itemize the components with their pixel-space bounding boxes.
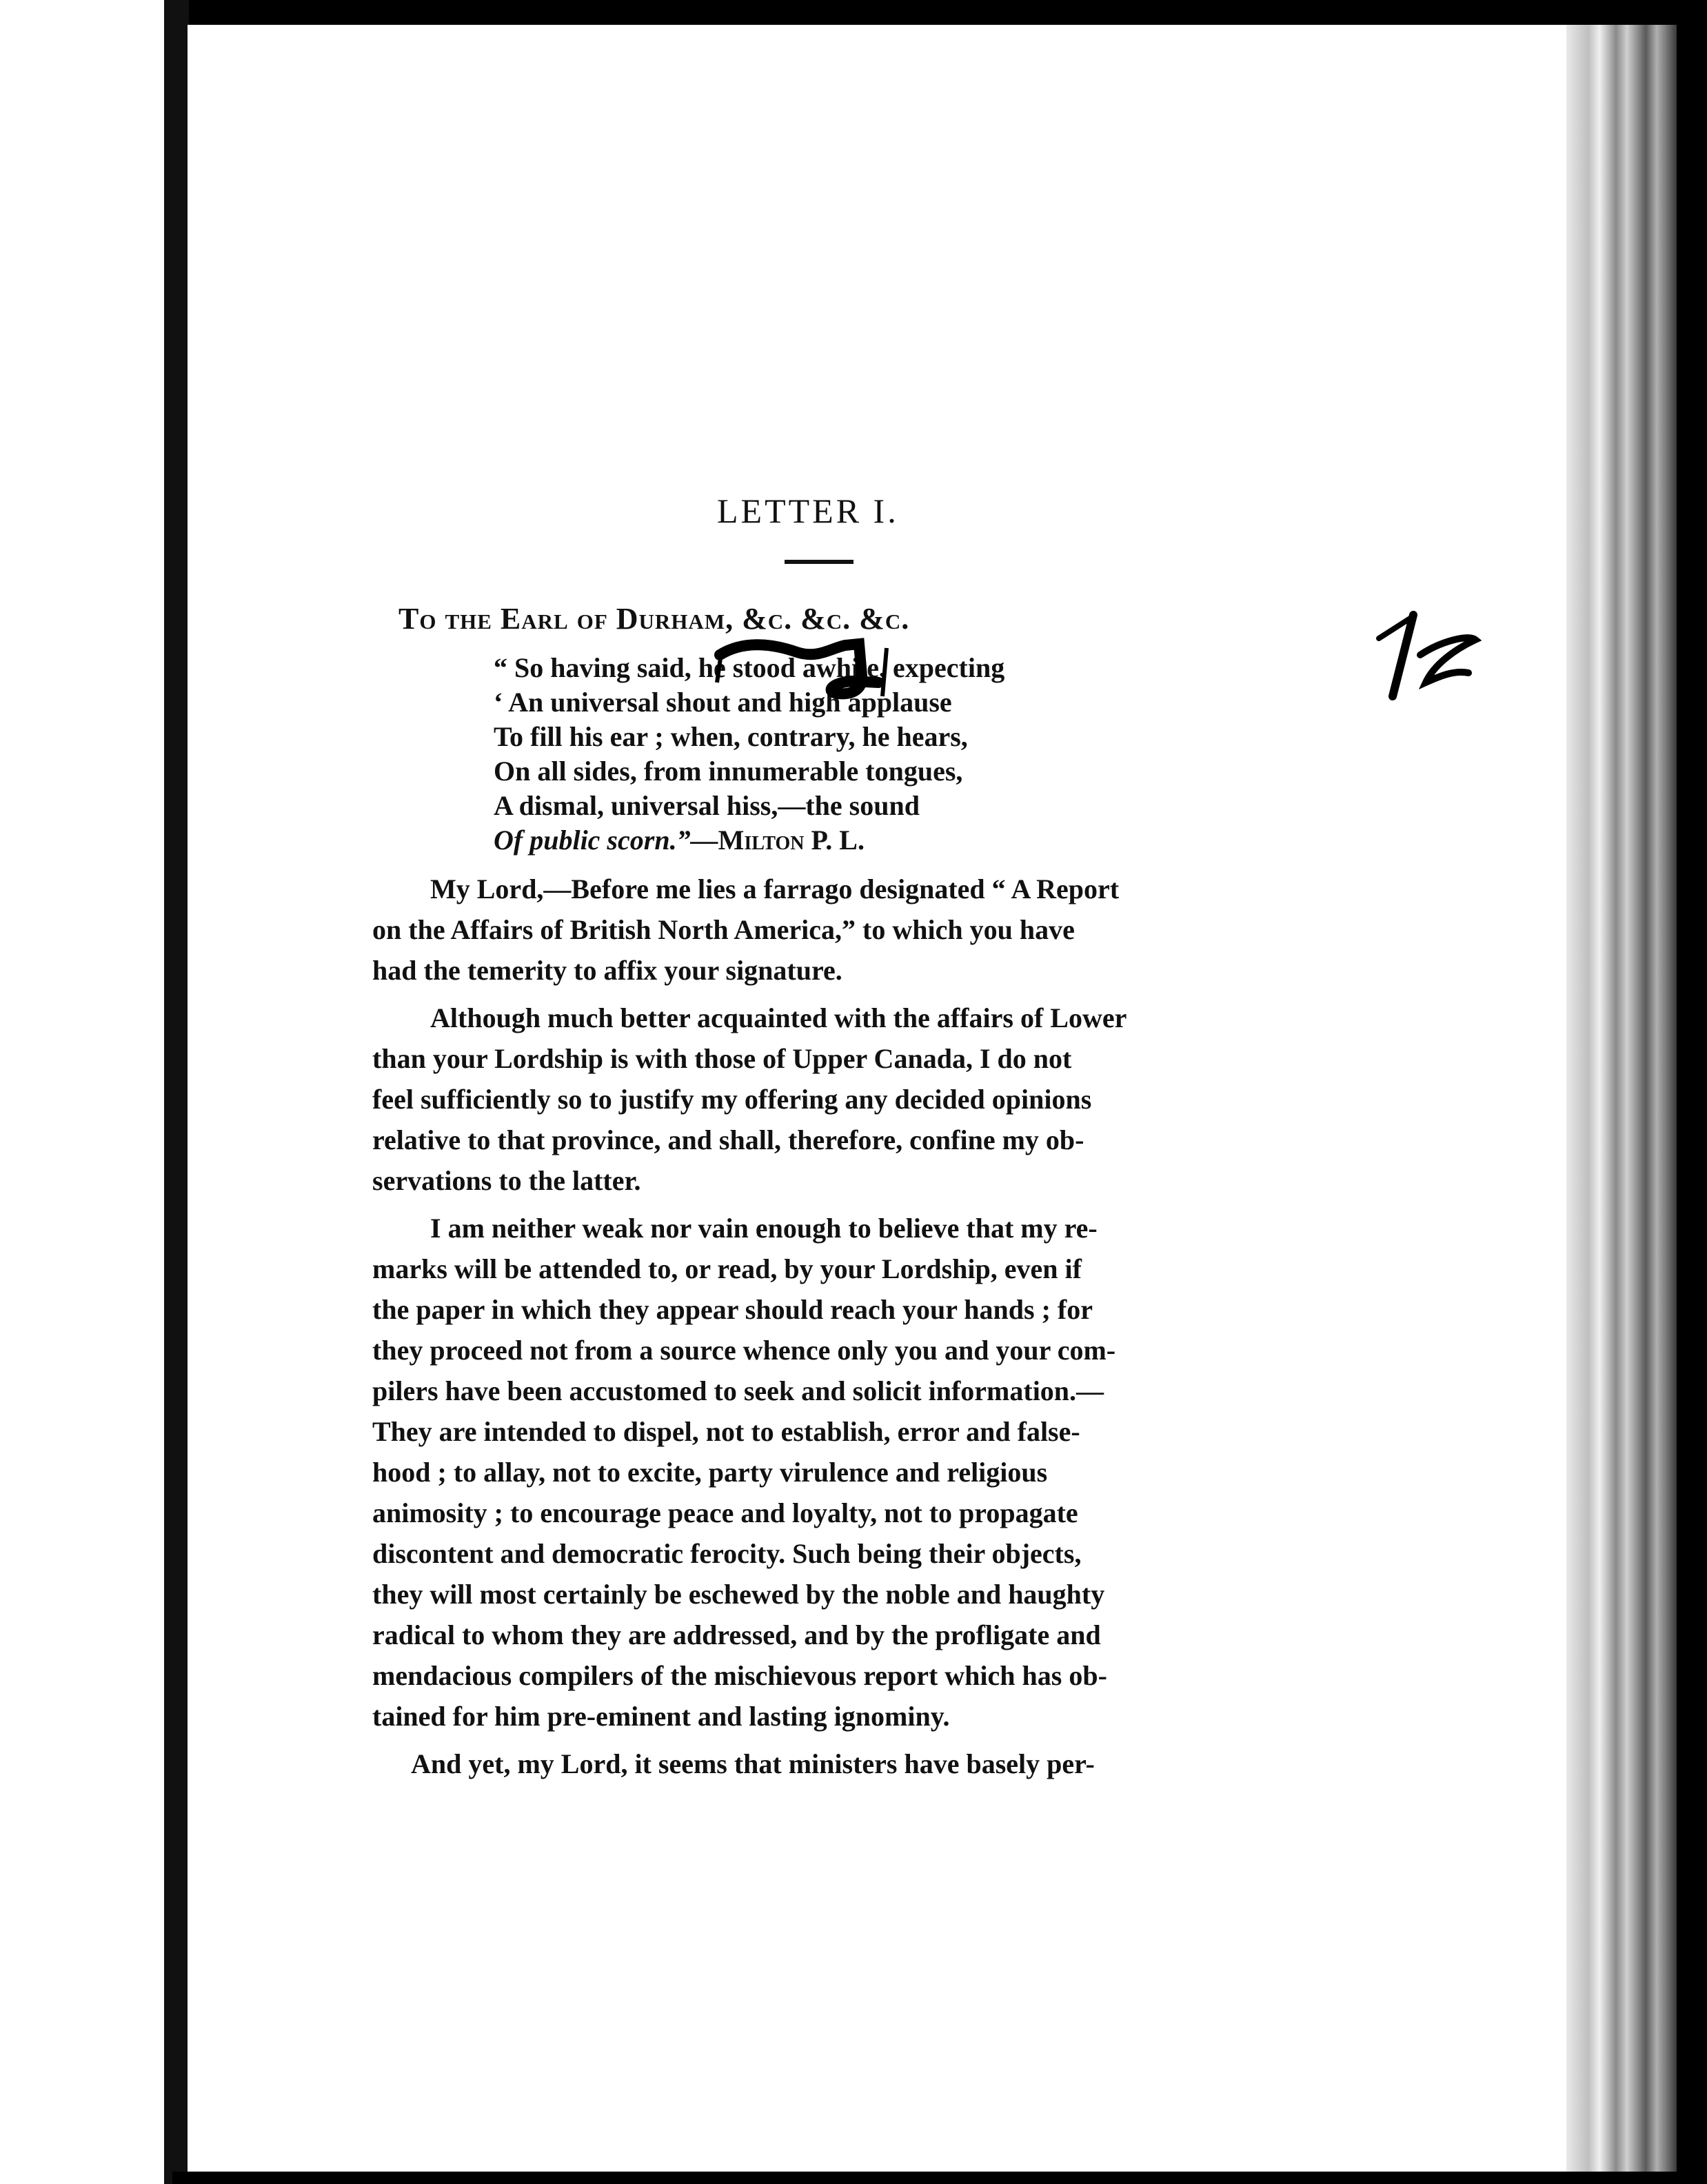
body-line: servations to the latter.: [372, 1165, 641, 1196]
body-line: They are intended to dispel, not to establish, error and false-: [372, 1416, 1080, 1447]
heading-rule: [785, 560, 854, 564]
epigraph-attribution: Milton P. L.: [718, 825, 865, 856]
scan-border-bottom: [172, 2172, 1707, 2184]
body-line: animosity ; to encourage peace and loyalty, not to propagate: [372, 1497, 1078, 1528]
body-line: the paper in which they appear should reach your hands ; for: [372, 1294, 1093, 1325]
epigraph-line: “ So having said, he stood awhile, expecting: [494, 652, 1005, 683]
epigraph-line: ‘ An universal shout and high applause: [494, 687, 952, 718]
letter-heading: LETTER I.: [717, 492, 899, 530]
body-line: on the Affairs of British North America,” to which you have: [372, 914, 1075, 945]
body-line: I am neither weak nor vain enough to believe that my re-: [430, 1213, 1098, 1244]
body-line: radical to whom they are addressed, and by the profligate and: [372, 1619, 1101, 1650]
ink-scribble: [714, 634, 893, 710]
scan-border-top: [172, 0, 1707, 26]
body-line: feel sufficiently so to justify my offering any decided opinions: [372, 1084, 1092, 1115]
body-line: mendacious compilers of the mischievous report which has ob-: [372, 1660, 1107, 1691]
body-line: than your Lordship is with those of Upper Canada, I do not: [372, 1043, 1072, 1074]
body-line: My Lord,—Before me lies a farrago designated “ A Report: [430, 873, 1120, 904]
epigraph-line: Of public scorn.”—: [494, 825, 718, 856]
book-gutter: [164, 0, 189, 2184]
scan-border-right: [1677, 0, 1707, 2184]
body-line: had the temerity to affix your signature.: [372, 955, 842, 986]
page-stack-edge: [1566, 25, 1677, 2176]
body-line: they proceed not from a source whence only you and your com-: [372, 1335, 1116, 1366]
epigraph-line: On all sides, from innumerable tongues,: [494, 756, 963, 787]
body-line: And yet, my Lord, it seems that ministers have basely per-: [411, 1748, 1095, 1779]
facing-page-edge: [0, 0, 172, 2184]
epigraph-last-line: [494, 823, 1004, 858]
body-line: pilers have been accustomed to seek and solicit information.—: [372, 1375, 1104, 1406]
body-line: hood ; to allay, not to excite, party virulence and religious: [372, 1457, 1048, 1488]
body-line: relative to that province, and shall, therefore, confine my ob-: [372, 1124, 1084, 1155]
body-line: tained for him pre-eminent and lasting ignominy.: [372, 1701, 950, 1732]
body-line: marks will be attended to, or read, by your Lordship, even if: [372, 1253, 1082, 1284]
body-line: they will most certainly be eschewed by the noble and haughty: [372, 1579, 1105, 1610]
epigraph-line: A dismal, universal hiss,—the sound: [494, 790, 920, 821]
letter-body: [372, 869, 1248, 1784]
body-line: Although much better acquainted with the affairs of Lower: [430, 1002, 1127, 1033]
letter-address: To the Earl of Durham, &c. &c. &c.: [398, 602, 910, 636]
handwritten-margin-mark: [1365, 607, 1482, 710]
body-line: discontent and democratic ferocity. Such being their objects,: [372, 1538, 1082, 1569]
epigraph-line: To fill his ear ; when, contrary, he hears,: [494, 721, 968, 752]
